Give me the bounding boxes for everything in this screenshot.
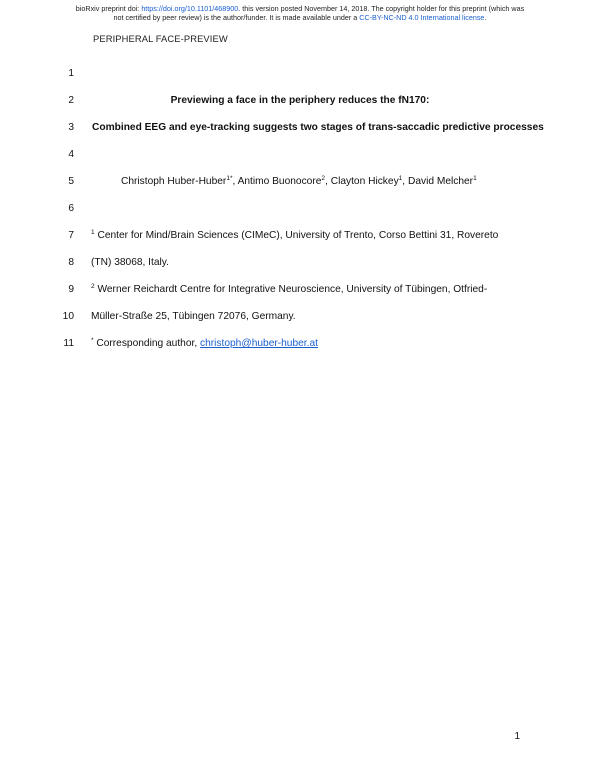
author-affiliation-mark: 1 [398,175,403,182]
title-line-1: Previewing a face in the periphery reduces the fN170: [170,95,430,106]
author-name: Christoph Huber-Huber [121,176,227,187]
line-number: 5 [68,176,74,187]
manuscript-line [0,229,600,243]
line-number: 6 [68,203,74,214]
affiliation-1-continued: (TN) 38068, Italy. [91,257,169,268]
manuscript-line [0,175,600,189]
line-number: 4 [68,149,74,160]
doi-link[interactable]: https://doi.org/10.1101/468900 [141,4,239,13]
line-number: 7 [68,230,74,241]
manuscript-line [0,283,600,297]
author-name: Antimo Buonocore [237,176,322,187]
affiliation-2: $^2$ Werner Reichardt Centre for Integrative Neuroscience, University of Tübingen, Otfried- [91,283,488,295]
line-number: 9 [68,284,74,295]
line-number: 2 [68,95,74,106]
license-link[interactable]: CC-BY-NC-ND 4.0 International license [359,13,485,22]
manuscript-line [0,67,600,81]
line-number: 10 [62,311,74,322]
manuscript-line [0,310,600,324]
manuscript-line [0,202,600,216]
manuscript-line [0,337,600,351]
line-number: 8 [68,257,74,268]
manuscript-line [0,94,600,108]
preprint-notice-line-2: not certified by peer review) is the author/funder. It is made available under a CC-BY-NC-ND 4.0 International license. [113,13,487,22]
running-head: PERIPHERAL FACE-PREVIEW [93,33,228,44]
author-affiliation-mark: 2 [321,175,326,182]
author-name: David Melcher [407,176,474,187]
line-number: 1 [68,68,74,79]
page-number: 1 [514,731,520,742]
manuscript-line [0,121,600,135]
corresponding-author: * Corresponding author, christoph@huber-huber.at [91,337,318,349]
preprint-notice-line-1: bioRxiv preprint doi: https://doi.org/10.1101/468900. this version posted November 14, 2018. The copyright holder for this preprint (which was [75,4,525,13]
line-number: 3 [68,122,74,133]
manuscript-line [0,256,600,270]
author-list: Christoph Huber-Huber$^{1*}$, Antimo Buonocore$^2$, Clayton Hickey$^1$, David Melcher$^1$ [121,175,477,187]
title-line-2: Combined EEG and eye-tracking suggests two stages of trans-saccadic predictive processes [92,122,544,133]
manuscript-line [0,148,600,162]
affiliation-1: $^1$ Center for Mind/Brain Sciences (CIMeC), University of Trento, Corso Bettini 31, Rovereto [91,229,499,241]
affiliation-2-continued: Müller-Straße 25, Tübingen 72076, Germany. [91,311,296,322]
preprint-notice [0,4,600,22]
email-link[interactable]: christoph@huber-huber.at [200,338,318,349]
line-number: 11 [63,338,74,349]
author-name: Clayton Hickey [330,176,399,187]
author-affiliation-mark: 1* [226,175,233,182]
author-affiliation-mark: 1 [473,175,477,182]
